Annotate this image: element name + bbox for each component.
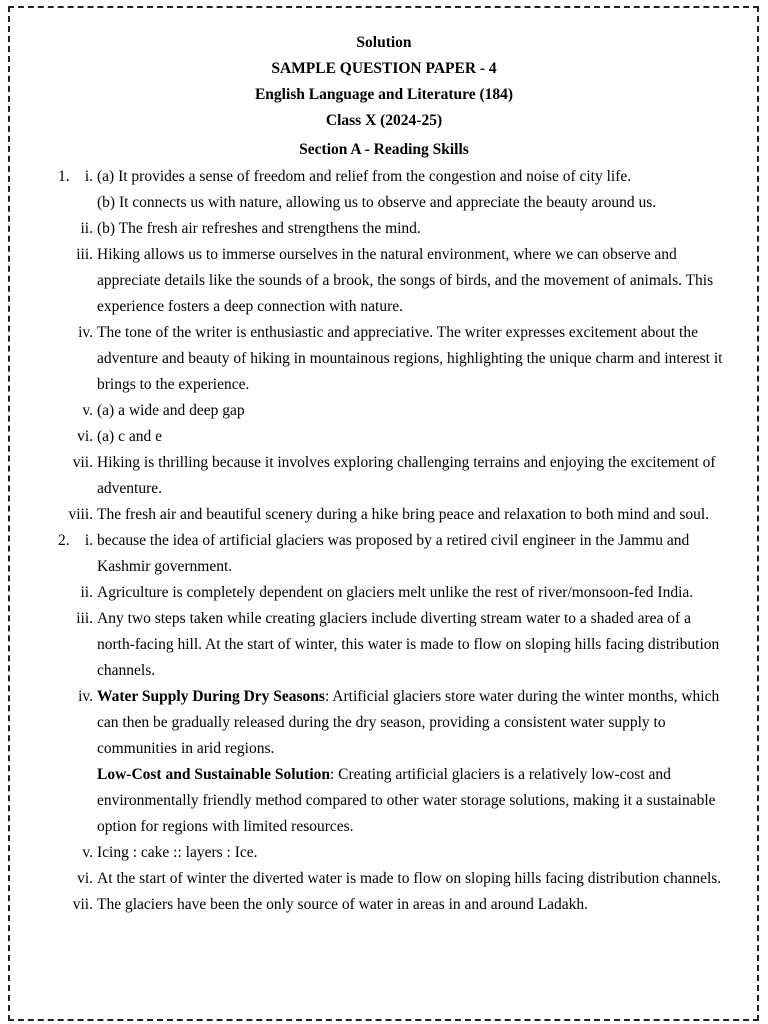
q1-v	[0, 398, 768, 424]
roman-numeral: vii.	[72, 896, 93, 913]
class-title: Class X (2024-25)	[325, 112, 443, 129]
section-heading: Section A - Reading Skills	[299, 141, 469, 158]
answer-text: Any two steps taken while creating glaciers include diverting stream water to a shaded area of a north-facing hill. At the start of winter, this water is made to flow on sloping hills facing distribution channels.	[97, 610, 720, 679]
roman-numeral: i.	[84, 168, 93, 185]
roman-numeral: ii.	[80, 220, 93, 237]
answer-text: (b) It connects us with nature, allowing us to observe and appreciate the beauty around us.	[97, 194, 657, 211]
q1-iv	[0, 320, 768, 398]
answer-text: Icing : cake :: layers : Ice.	[97, 844, 258, 861]
subject-title: English Language and Literature (184)	[254, 86, 514, 103]
answer-text: Hiking is thrilling because it involves exploring challenging terrains and enjoying the excitement of adventure.	[97, 454, 716, 497]
q1-vii	[0, 450, 768, 502]
roman-numeral: iii.	[76, 610, 93, 627]
roman-numeral: iv.	[78, 324, 93, 341]
answer-text: (a) a wide and deep gap	[97, 402, 245, 419]
answer-text: At the start of winter the diverted water is made to flow on sloping hills facing distribution channels.	[97, 870, 722, 887]
answer-text: : Artificial glaciers store water during the winter months, which can then be gradually released during the dry season, providing a consistent water supply to communities in arid regions.	[97, 688, 720, 757]
answer-text: The tone of the writer is enthusiastic and appreciative. The writer expresses excitement about the adventure and beauty of hiking in mountainous regions, highlighting the unique charm and interest it brings to the experience.	[97, 324, 723, 393]
answer-paragraph	[97, 684, 732, 762]
paper-title: SAMPLE QUESTION PAPER - 4	[271, 60, 497, 77]
answer-text: (b) The fresh air refreshes and strengthens the mind.	[97, 220, 421, 237]
answer-text: Agriculture is completely dependent on glaciers melt unlike the rest of river/monsoon-fed India.	[97, 584, 694, 601]
q1-ii	[0, 216, 768, 242]
answer-text: The fresh air and beautiful scenery during a hike bring peace and relaxation to both mind and soul.	[97, 506, 710, 523]
doc-title: Solution	[356, 34, 412, 51]
q1-i	[0, 164, 768, 216]
roman-numeral: vii.	[72, 454, 93, 471]
q2-iii	[0, 606, 768, 684]
q2-ii	[0, 580, 768, 606]
q1-number: 1.	[58, 168, 70, 185]
answer-paragraph	[97, 762, 732, 840]
answer-list	[0, 164, 768, 918]
q2-vi	[0, 866, 768, 892]
roman-numeral: i.	[84, 532, 93, 549]
roman-numeral: vi.	[77, 870, 93, 887]
roman-numeral: v.	[82, 844, 93, 861]
roman-numeral: ii.	[80, 584, 93, 601]
roman-numeral: v.	[82, 402, 93, 419]
answer-heading: Water Supply During Dry Seasons	[97, 688, 325, 705]
answer-text: (a) It provides a sense of freedom and relief from the congestion and noise of city life.	[97, 168, 632, 185]
q2-number: 2.	[58, 532, 70, 549]
roman-numeral: iii.	[76, 246, 93, 263]
roman-numeral: vi.	[77, 428, 93, 445]
q2-vii	[0, 892, 768, 918]
q2-i	[0, 528, 768, 580]
answer-text: : Creating artificial glaciers is a relatively low-cost and environmentally friendly method compared to other water storage solutions, making it a sustainable option for regions with limited resources.	[97, 766, 716, 835]
answer-text: Hiking allows us to immerse ourselves in the natural environment, where we can observe and appreciate details like the sounds of a brook, the songs of birds, and the movement of animals. This experience fosters a deep connection with nature.	[97, 246, 714, 315]
q1-viii	[0, 502, 768, 528]
roman-numeral: viii.	[68, 506, 93, 523]
q1-vi	[0, 424, 768, 450]
q2-iv	[0, 684, 768, 840]
answer-text: (a) c and e	[97, 428, 162, 445]
answer-text: The glaciers have been the only source of water in areas in and around Ladakh.	[97, 896, 589, 913]
q2-v	[0, 840, 768, 866]
roman-numeral: iv.	[78, 688, 93, 705]
q1-iii	[0, 242, 768, 320]
answer-heading: Low-Cost and Sustainable Solution	[97, 766, 330, 783]
answer-text: because the idea of artificial glaciers was proposed by a retired civil engineer in the Jammu and Kashmir government.	[97, 532, 690, 575]
